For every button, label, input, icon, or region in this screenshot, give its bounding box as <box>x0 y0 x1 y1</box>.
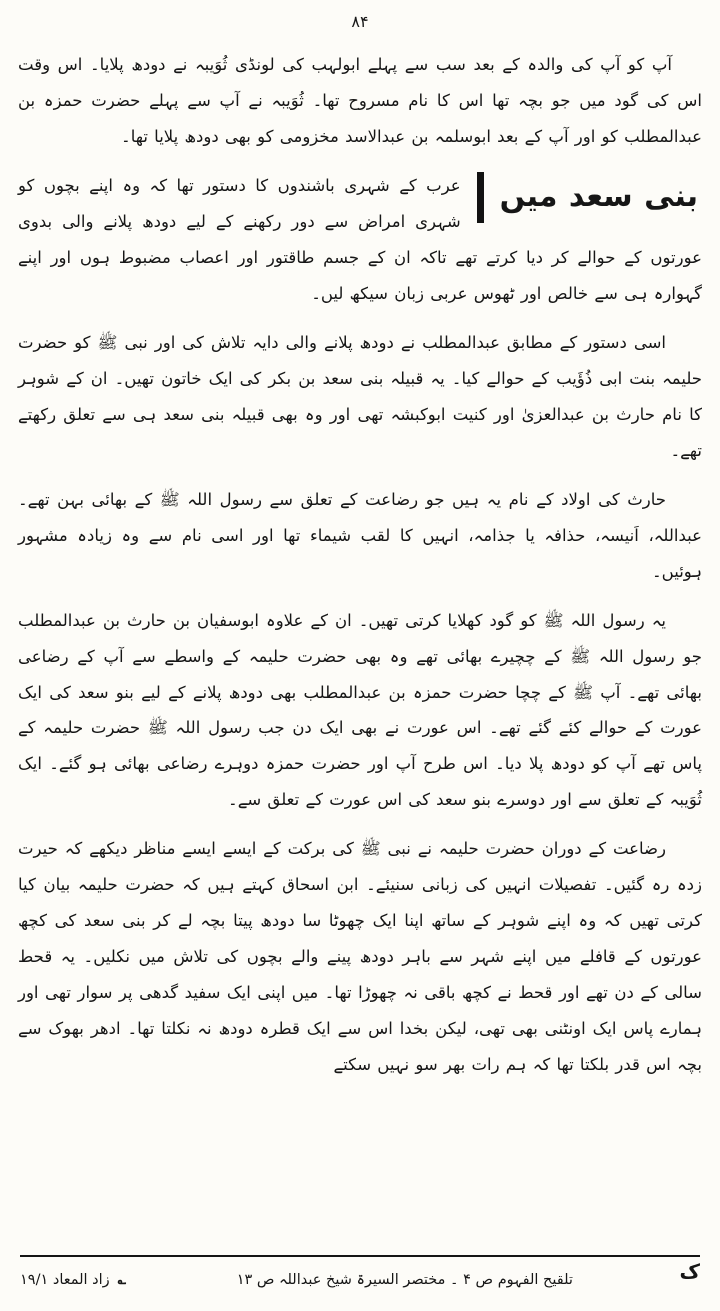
footnote-ornament-icon: ک <box>679 1259 700 1283</box>
paragraph-3: اسی دستور کے مطابق عبدالمطلب نے دودھ پلانے والی دایہ تلاش کی اور نبی ﷺ کو حضرت حلیمہ بنت ابی ذُؤَیب کے حوالے کیا۔ یہ قبیلہ بنی سعد بن بکر کی ایک خاتون تھیں۔ ان کے شوہر کا نام حارث بن عبدالعزیٰ اور کنیت ابوکبشہ تھی اور وہ بھی قبیلہ بنی سعد ہی سے تعلق رکھتے تھے۔ <box>18 332 702 460</box>
paragraph-2 <box>18 168 702 312</box>
footnote-bar <box>20 1255 700 1289</box>
paragraph-1: آپ کو آپ کی والدہ کے بعد سب سے پہلے ابولہب کی لونڈی ثُوَیبہ نے دودھ پلایا۔ اس وقت اس کی گود میں جو بچہ تھا اس کا نام مسروح تھا۔ ثُوَیبہ نے آپ سے پہلے حضرت حمزہ بن عبدالمطلب کو اور آپ کے بعد ابوسلمہ بن عبدالاسد مخزومی کو بھی دودھ پلایا تھا۔ <box>18 55 702 146</box>
footnote-sources: تلقیح الفہوم ص ۴ ۔ مختصر السیرۃ شیخ عبداللہ ص ۱۳ <box>236 1272 573 1288</box>
footnote-divider-mark: ؎ <box>117 1272 127 1288</box>
body-text <box>18 47 702 1083</box>
paragraph-6: رضاعت کے دوران حضرت حلیمہ نے نبی ﷺ کی برکت کے ایسے ایسے مناظر دیکھے کہ حیرت زدہ رہ گئیں۔ تفصیلات انہیں کی زبانی سنیئے۔ ابن اسحاق کہتے ہیں کہ حضرت حلیمہ بیان کیا کرتی تھیں کہ وہ اپنے شوہر کے ساتھ اپنا ایک چھوٹا سا دودھ پیتا بچہ لے کر بنی سعد کی کچھ عورتوں کے قافلے میں اپنے شہر سے باہر دودھ پینے والے بچوں کی تلاش میں نکلیں۔ یہ قحط سالی کے دن تھے اور قحط نے کچھ باقی نہ چھوڑا تھا۔ میں اپنی ایک سفید گدھی پر سوار تھی اور ہمارے پاس ایک اونٹنی بھی تھی، لیکن بخدا اس سے ایک قطرہ دودھ نہ نکلتا تھا۔ ادھر بھوک سے بچہ اس قدر بلکتا تھا کہ ہم رات بھر سو نہیں سکتے <box>18 839 702 1075</box>
footnote-zad-al-maad: زاد المعاد ۱۹/۱ <box>20 1272 110 1288</box>
paragraph-5: یہ رسول اللہ ﷺ کو گود کھلایا کرتی تھیں۔ ان کے علاوہ ابوسفیان بن حارث بن عبدالمطلب جو رسول اللہ ﷺ کے چچیرے بھائی تھے وہ بھی حضرت حلیمہ کے واسطے سے آپ کے رضاعی بھائی تھے۔ آپ ﷺ کے چچا حضرت حمزہ بن عبدالمطلب بھی دودھ پلانے کے لیے بنو سعد کی ایک عورت کے حوالے کئے گئے تھے۔ اس عورت نے بھی ایک دن جب رسول اللہ ﷺ حضرت حلیمہ کے پاس تھے آپ کو دودھ پلا دیا۔ اس طرح آپ اور حضرت حمزہ دوہرے رضاعی بھائی ہو گئے۔ ایک ثُوَیبہ کے تعلق سے اور دوسرے بنو سعد کی اس عورت کے تعلق سے۔ <box>18 610 702 810</box>
page-number: ۸۴ <box>351 12 369 31</box>
paragraph-4: حارث کی اولاد کے نام یہ ہیں جو رضاعت کے تعلق سے رسول اللہ ﷺ کے بھائی بہن تھے۔ عبداللہ، اَنیسہ، حذافہ یا جذامہ، انہیں کا لقب شیماء تھا اور اسی نام سے وہ زیادہ مشہور ہوئیں۔ <box>18 489 702 581</box>
section-heading-bani-saad: بنی سعد میں <box>477 172 702 224</box>
paragraph-2-text: عرب کے شہری باشندوں کا دستور تھا کہ وہ اپنے بچوں کو شہری امراض سے دور رکھنے کے لیے دودھ پلانے والی بدوی عورتوں کے حوالے کر دیا کرتے تھے تاکہ ان کے جسم طاقتور اور اعصاب مضبوط ہوں اور اپنے گہوارہ ہی سے خالص اور ٹھوس عربی زبان سیکھ لیں۔ <box>18 175 702 303</box>
